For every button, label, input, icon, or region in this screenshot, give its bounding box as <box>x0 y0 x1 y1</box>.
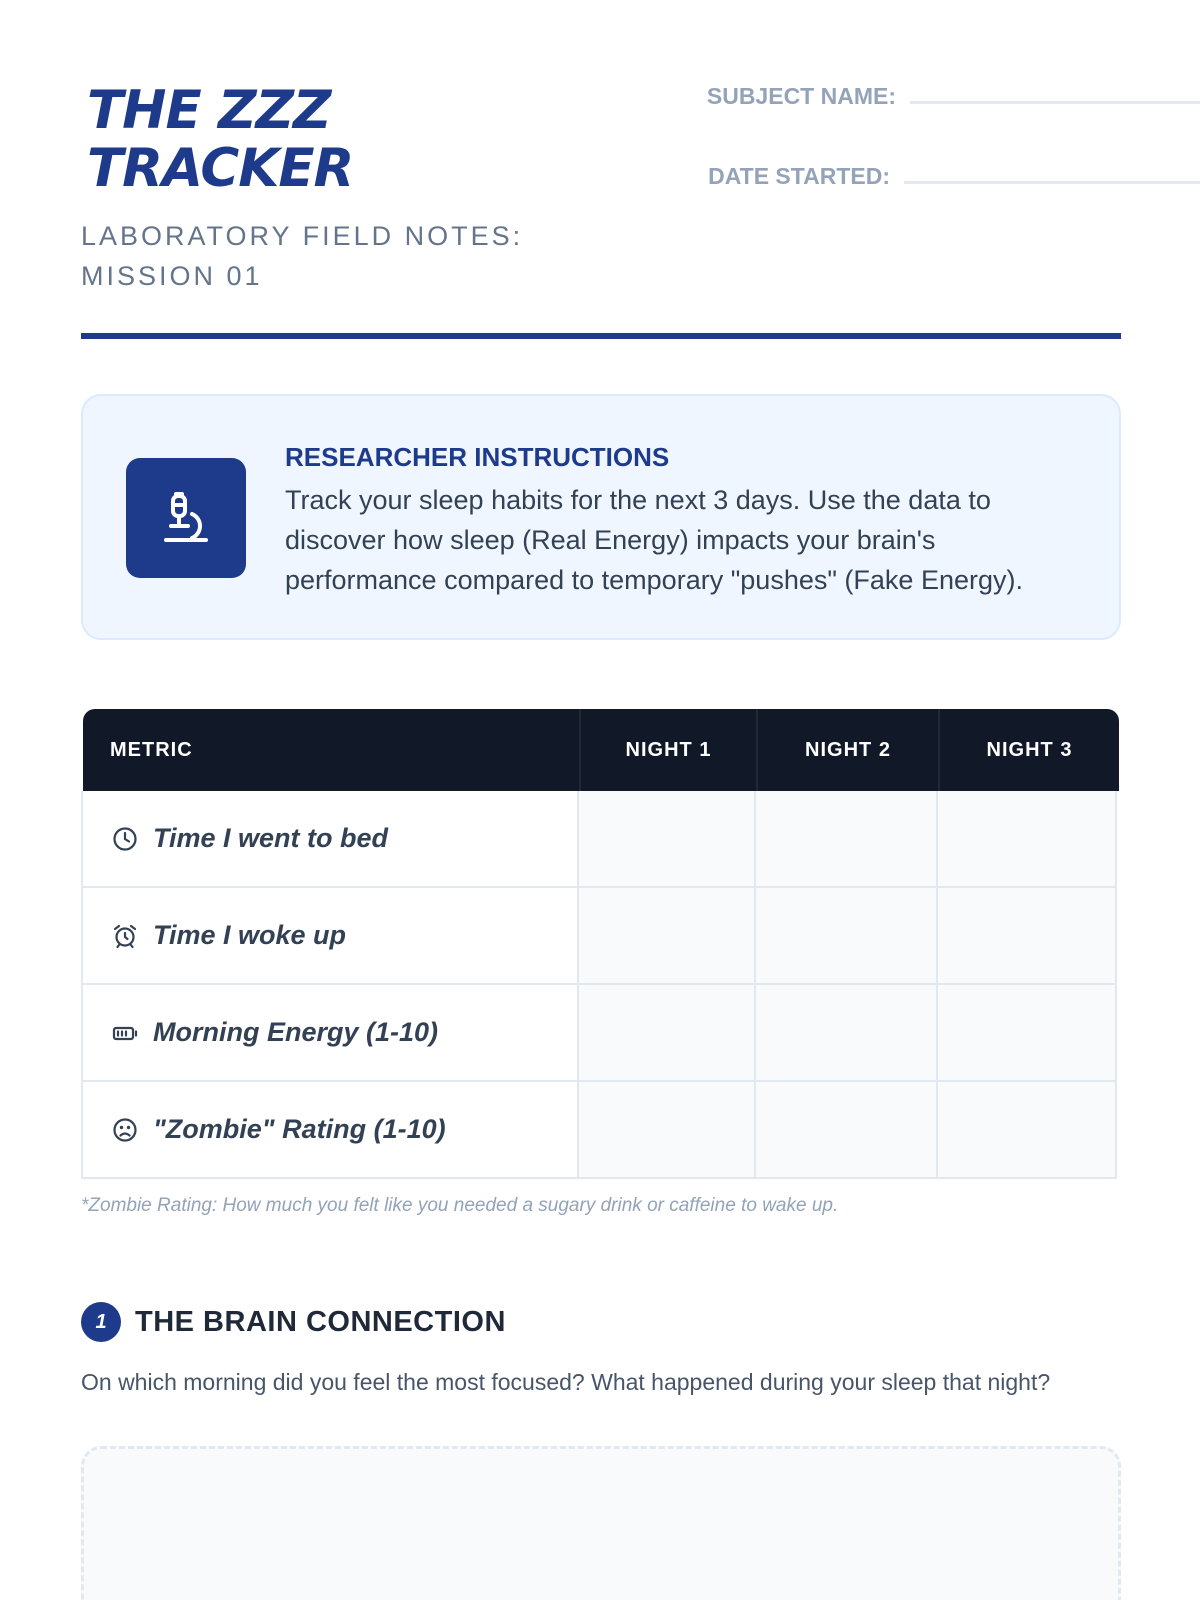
section-title: THE BRAIN CONNECTION <box>135 1305 506 1338</box>
night-3-input-cell[interactable] <box>936 888 1117 985</box>
header-metric: METRIC <box>110 738 193 761</box>
night-2-input-cell[interactable] <box>754 888 936 985</box>
night-2-input-cell[interactable] <box>754 985 936 1082</box>
metric-cell <box>81 888 577 985</box>
frown-face-icon <box>111 1116 139 1144</box>
subject-name-line[interactable] <box>910 101 1200 104</box>
night-3-input-cell[interactable] <box>936 1082 1117 1179</box>
instructions-panel <box>81 394 1121 640</box>
header-night-2: NIGHT 2 <box>756 709 938 791</box>
night-3-input-cell[interactable] <box>936 985 1117 1082</box>
table-row <box>81 985 1121 1082</box>
night-3-input-cell[interactable] <box>936 791 1117 888</box>
instructions-body: Track your sleep habits for the next 3 days. Use the data to discover how sleep (Real Energy) impacts your brain's performance compared to temporary "pushes" (Fake Energy). <box>285 485 1023 595</box>
metric-cell <box>81 1082 577 1179</box>
night-1-input-cell[interactable] <box>577 1082 754 1179</box>
answer-box[interactable] <box>81 1446 1121 1600</box>
metric-label: "Zombie" Rating (1-10) <box>153 1114 446 1144</box>
instructions-title: RESEARCHER INSTRUCTIONS <box>285 442 670 472</box>
date-started-field <box>698 160 1200 193</box>
clock-icon <box>111 825 139 853</box>
metric-label: Morning Energy (1-10) <box>153 1017 439 1047</box>
page-title: THE ZZZ TRACKER <box>87 80 354 199</box>
subject-name-field <box>704 80 1200 113</box>
night-1-input-cell[interactable] <box>577 985 754 1082</box>
metric-label: Time I went to bed <box>153 823 389 853</box>
date-started-line[interactable] <box>904 181 1200 184</box>
battery-icon <box>111 1019 139 1047</box>
night-1-input-cell[interactable] <box>577 791 754 888</box>
date-started-label: DATE STARTED: <box>708 163 890 189</box>
page-subtitle: LABORATORY FIELD NOTES: MISSION 01 <box>81 221 524 291</box>
worksheet-page <box>81 0 1121 1395</box>
section-1-heading <box>81 1302 506 1342</box>
table-header-row <box>81 707 1121 791</box>
subject-name-label: SUBJECT NAME: <box>706 83 896 109</box>
alarm-clock-icon <box>111 922 139 950</box>
night-1-input-cell[interactable] <box>577 888 754 985</box>
header-night-1: NIGHT 1 <box>579 709 756 791</box>
sleep-tracking-table <box>81 707 1121 1179</box>
metric-cell <box>81 985 577 1082</box>
night-2-input-cell[interactable] <box>754 1082 936 1179</box>
table-row <box>81 888 1121 985</box>
night-2-input-cell[interactable] <box>754 791 936 888</box>
table-row <box>81 791 1121 888</box>
section-question: On which morning did you feel the most focused? What happened during your sleep that night? <box>81 1369 1051 1395</box>
metric-cell <box>81 791 577 888</box>
metric-label: Time I woke up <box>153 920 347 950</box>
header-divider <box>81 333 1121 339</box>
header-night-3: NIGHT 3 <box>938 709 1119 791</box>
zombie-rating-footnote: *Zombie Rating: How much you felt like you needed a sugary drink or caffeine to wake up. <box>81 1195 839 1216</box>
section-number-badge: 1 <box>81 1302 121 1342</box>
table-row <box>81 1082 1121 1179</box>
header <box>81 0 1121 340</box>
microscope-icon <box>126 458 246 578</box>
